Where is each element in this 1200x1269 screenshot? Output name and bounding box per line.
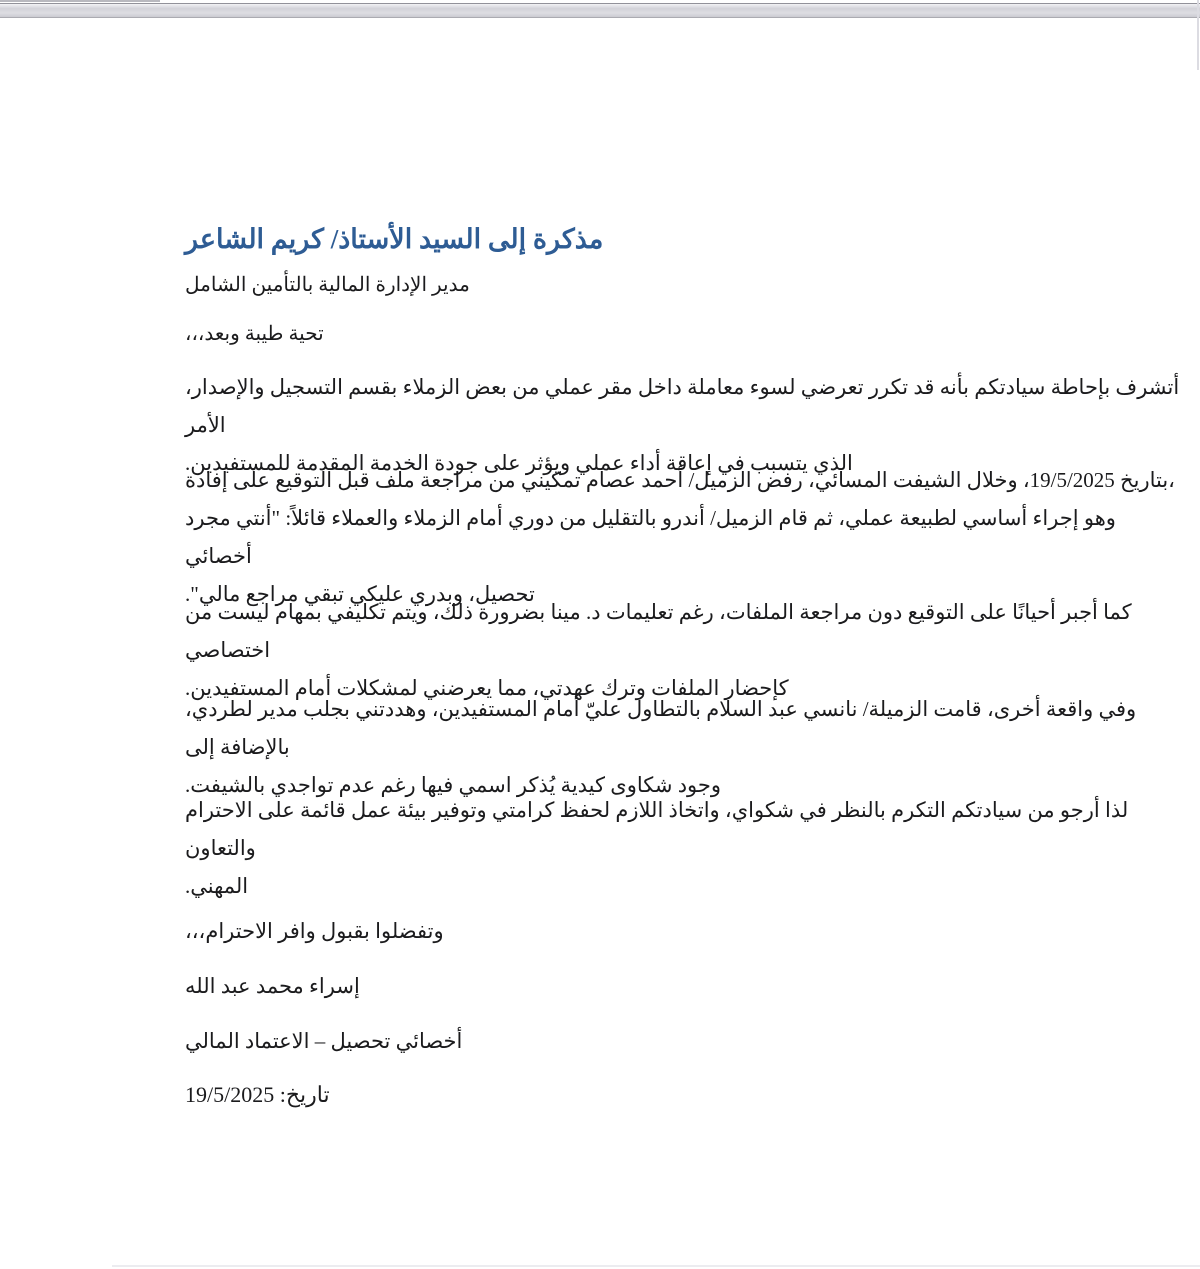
complaint-paragraph-1: أتشرف بإحاطة سيادتكم بأنه قد تكرر تعرضي لسوء معاملة داخل مقر عملي من بعض الزملاء بقسم التسجيل والإصدار، الأمر الذي يتسبب في إعاقة أداء عملي ويؤثر على جودة الخدمة المقدمة للمستفيدين. [185, 375, 1180, 475]
complaint-paragraph-3: كما أجبر أحيانًا على التوقيع دون مراجعة الملفات، رغم تعليمات د. مينا بضرورة ذلك، ويتم تكليفي بمهام ليست من اختصاصي كإحضار الملفات وترك عهدتي، مما يعرضني لمشكلات أمام المستفيدين. [185, 600, 1132, 700]
date-line: تاريخ: 19/5/2025 [185, 1082, 330, 1107]
complaint-paragraph-5: لذا أرجو من سيادتكم التكرم بالنظر في شكواي، واتخاذ اللازم لحفظ كرامتي وتوفير بيئة عمل قائمة على الاحترام والتعاون المهني. [185, 798, 1129, 898]
signature-name: إسراء محمد عبد الله [185, 974, 360, 998]
recipient-role: مدير الإدارة المالية بالتأمين الشامل [185, 274, 470, 296]
scan-top-edge [0, 3, 1200, 18]
scan-bottom-edge [112, 1265, 1200, 1267]
complaint-paragraph-4: وفي واقعة أخرى، قامت الزميلة/ نانسي عبد السلام بالتطاول عليّ أمام المستفيدين، وهددتني بجلب مدير لطردي، بالإضافة إلى وجود شكاوى كيدية يُذكر اسمي فيها رغم عدم تواجدي بالشيفت. [185, 697, 1137, 797]
signature-role: أخصائي تحصيل – الاعتماد المالي [185, 1029, 463, 1053]
memo-title: مذكرة إلى السيد الأستاذ/ كريم الشاعر [185, 224, 604, 254]
scan-right-edge [1197, 0, 1199, 70]
greeting-line: تحية طيبة وبعد،،، [185, 323, 324, 345]
closing-line: وتفضلوا بقبول وافر الاحترام،،، [185, 919, 444, 943]
complaint-paragraph-2: ،بتاريخ 19/5/2025، وخلال الشيفت المسائي، رفض الزميل/ أحمد عصام تمكيني من مراجعة ملف قبل التوقيع على إفادة وهو إجراء أساسي لطبيعة عملي، ثم قام الزميل/ أندرو بالتقليل من دوري أمام الزملاء والعملاء قائلاً: "أنتي مجرد أخصائي تحصيل، وبدري عليكي تبقي مراجع مالي". [185, 468, 1175, 606]
scan-corner-mark [0, 0, 160, 2]
